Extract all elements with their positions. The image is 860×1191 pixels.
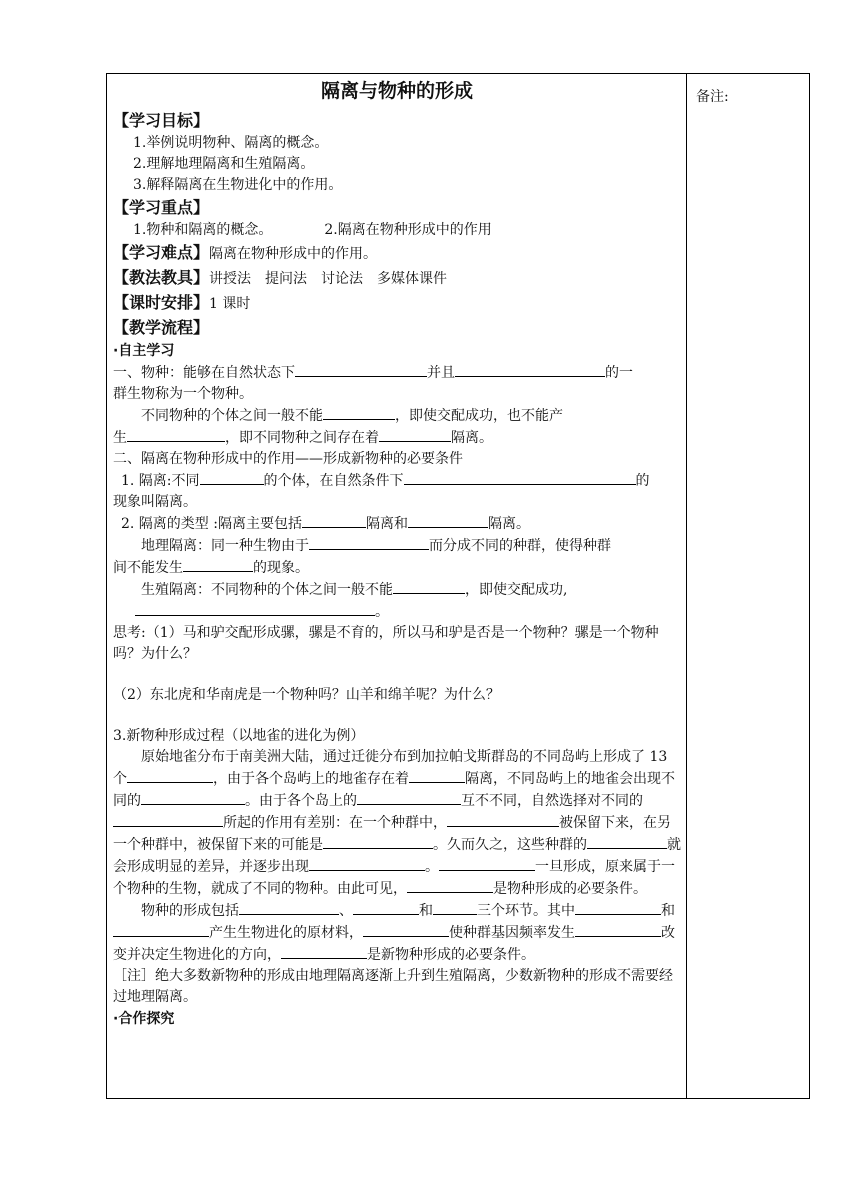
- section-2-1-cont: 现象叫隔离。: [113, 494, 197, 510]
- text: 物种的形成包括: [141, 903, 239, 919]
- fill-blank[interactable]: [309, 856, 425, 871]
- fill-blank[interactable]: [407, 878, 493, 893]
- text: 一、物种：能够在自然状态下: [113, 365, 295, 381]
- fill-blank[interactable]: [409, 768, 465, 783]
- section-2-heading: 二、隔离在物种形成中的作用——形成新物种的必要条件: [113, 451, 463, 467]
- fill-blank[interactable]: [113, 812, 223, 827]
- key-points-line: [113, 220, 681, 241]
- side-note: 备注:: [696, 89, 729, 105]
- coop-label: ·合作探究: [113, 1011, 175, 1027]
- fill-blank[interactable]: [323, 405, 395, 420]
- self-study-label: ·自主学习: [113, 343, 175, 359]
- geo-isolation-cont: [113, 557, 681, 579]
- speciation-paragraph: [113, 900, 681, 966]
- fill-blank[interactable]: [433, 900, 477, 915]
- text: 产生生物进化的原材料，: [209, 925, 363, 941]
- fill-blank[interactable]: [455, 362, 605, 377]
- text: 互不不同，自然选择对不同的: [461, 793, 643, 809]
- fill-blank[interactable]: [323, 834, 433, 849]
- text: ，即使交配成功,: [465, 582, 568, 598]
- text: ，由于各个岛屿上的地雀存在着: [213, 771, 409, 787]
- text: 1. 隔离:不同: [121, 473, 200, 489]
- section-3-heading: 3.新物种形成过程（以地雀的进化为例）: [113, 728, 365, 744]
- think-question-2: （2）东北虎和华南虎是一个物种吗？山羊和绵羊呢？为什么？: [113, 687, 500, 703]
- goal-item: 2.理解地理隔离和生殖隔离。: [133, 156, 315, 172]
- fill-blank[interactable]: [404, 470, 636, 485]
- section-1-cont2: [113, 427, 681, 449]
- text: 生: [113, 430, 127, 446]
- process-heading: 【教学流程】: [113, 318, 210, 337]
- text: ，即不同物种之间存在着: [225, 430, 379, 446]
- text: 隔离和: [365, 516, 408, 532]
- methods-line: [113, 266, 681, 291]
- fill-blank[interactable]: [135, 601, 375, 616]
- text: 并且: [427, 365, 455, 381]
- goal-item: 3.解释隔离在生物进化中的作用。: [133, 177, 343, 193]
- difficulty-line: [113, 241, 681, 266]
- rep-isolation: [113, 579, 681, 601]
- text: 生殖隔离：不同物种的个体之间一般不能: [141, 582, 393, 598]
- text: 群生物称为一个物种。: [113, 386, 253, 402]
- text: 的现象。: [253, 560, 309, 576]
- fill-blank[interactable]: [127, 427, 225, 442]
- fill-blank[interactable]: [357, 790, 461, 805]
- fill-blank[interactable]: [408, 513, 488, 528]
- key-points-heading: 【学习重点】: [113, 198, 210, 217]
- finch-paragraph: [113, 747, 681, 900]
- schedule-line: [113, 291, 681, 316]
- text: 使种群基因频率发生: [449, 925, 575, 941]
- rep-isolation-cont: [113, 601, 681, 623]
- fill-blank[interactable]: [575, 922, 661, 937]
- text: 的: [635, 473, 650, 489]
- text: 就会形成明显的差异，并逐步出现: [113, 837, 681, 875]
- fill-blank[interactable]: [141, 790, 245, 805]
- text: 的个体，在自然条件下: [263, 473, 404, 489]
- fill-blank[interactable]: [113, 922, 209, 937]
- text: 间不能发生: [113, 560, 183, 576]
- fill-blank[interactable]: [379, 427, 451, 442]
- text: 不同物种的个体之间一般不能: [141, 408, 323, 424]
- text: 是物种形成的必要条件。: [493, 881, 647, 897]
- fill-blank[interactable]: [183, 557, 253, 572]
- fill-blank[interactable]: [127, 768, 213, 783]
- text: 。: [425, 859, 439, 875]
- fill-blank[interactable]: [587, 834, 667, 849]
- text: 和: [661, 903, 675, 919]
- text: 。由于各个岛上的: [245, 793, 357, 809]
- section-1-cont: [113, 405, 681, 427]
- key-point-1: 1.物种和隔离的概念。: [133, 222, 273, 238]
- fill-blank[interactable]: [363, 922, 449, 937]
- text: 和: [419, 903, 433, 919]
- page-title: 隔离与物种的形成: [320, 80, 473, 102]
- fill-blank[interactable]: [447, 812, 559, 827]
- text: 。久而久之，这些种群的: [433, 837, 587, 853]
- fill-blank[interactable]: [200, 470, 264, 485]
- fill-blank[interactable]: [353, 900, 419, 915]
- text: 隔离。: [487, 516, 530, 532]
- schedule-heading: 【课时安排】: [113, 293, 210, 312]
- fill-blank[interactable]: [281, 944, 367, 959]
- text: 的一: [605, 365, 633, 381]
- fill-blank[interactable]: [239, 900, 339, 915]
- text: 地理隔离：同一种生物由于: [141, 538, 309, 554]
- text: ，即使交配成功，也不能产: [395, 408, 563, 424]
- think-question-1: 思考:（1）马和驴交配形成骡，骡是不育的，所以马和驴是否是一个物种？骡是一个物种吗？为什么？: [113, 625, 659, 662]
- methods-text: 讲授法 提问法 讨论法 多媒体课件: [209, 271, 448, 287]
- geo-isolation: [113, 535, 681, 557]
- goal-item: 1.举例说明物种、隔离的概念。: [133, 135, 329, 151]
- text: 所起的作用有差别：在一个种群中，: [223, 815, 447, 831]
- text: 改变并决定生物进化的方向，: [113, 925, 675, 963]
- text: 而分成不同的种群，使得种群: [429, 538, 611, 554]
- fill-blank[interactable]: [302, 513, 366, 528]
- column-divider: [686, 73, 687, 1099]
- difficulty-heading: 【学习难点】: [113, 243, 210, 262]
- schedule-text: 1 课时: [209, 296, 251, 312]
- fill-blank[interactable]: [393, 579, 465, 594]
- section-2-1: [113, 470, 681, 492]
- text: 三个环节。其中: [477, 903, 575, 919]
- text: 是新物种形成的必要条件。: [367, 947, 535, 963]
- key-point-2: 2.隔离在物种形成中的作用: [324, 222, 492, 238]
- goals-heading: 【学习目标】: [113, 111, 210, 130]
- section-2-2: [113, 513, 681, 535]
- fill-blank[interactable]: [575, 900, 661, 915]
- text: 2. 隔离的类型 :隔离主要包括: [121, 516, 302, 532]
- fill-blank[interactable]: [439, 856, 535, 871]
- section-1: [113, 362, 681, 405]
- text: 被保留下来，在另一个种群中，被保留下来的可能是: [113, 815, 671, 853]
- text: 原始地雀分布于南美洲大陆，通过迁徙分布到加拉帕戈斯群岛的不同岛屿上形成了 13 个: [113, 749, 668, 787]
- text: 隔离，不同岛屿上的地雀会出现不同的: [113, 771, 675, 809]
- difficulty-text: 隔离在物种形成中的作用。: [209, 246, 378, 262]
- text: 、: [339, 903, 353, 919]
- methods-heading: 【教法教具】: [113, 268, 210, 287]
- text: 一旦形成，原来属于一个物种的生物，就成了不同的物种。由此可见，: [113, 859, 675, 897]
- main-column: [113, 77, 681, 1030]
- note-paragraph: ［注］绝大多数新物种的形成由地理隔离逐渐上升到生殖隔离，少数新物种的形成不需要经过地理隔离。: [113, 968, 673, 1005]
- text: 隔离。: [451, 430, 493, 446]
- text: 。: [375, 604, 389, 620]
- fill-blank[interactable]: [295, 362, 427, 377]
- fill-blank[interactable]: [309, 535, 429, 550]
